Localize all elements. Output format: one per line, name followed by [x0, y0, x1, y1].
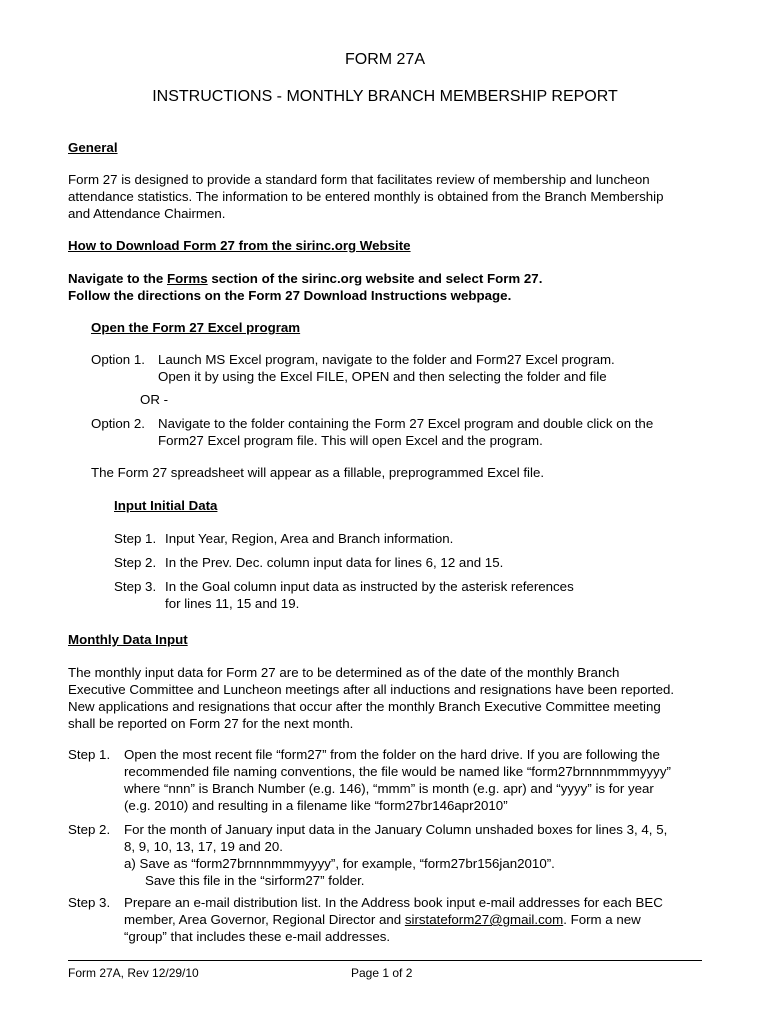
monthly-step2-line: Save this file in the “sirform27” folder.: [145, 873, 365, 888]
option1-text-line: Launch MS Excel program, navigate to the folder and Form27 Excel program.: [158, 352, 615, 367]
general-text-line: Form 27 is designed to provide a standard form that facilitates review of membership and luncheon: [68, 172, 650, 187]
footer-revision: Form 27A, Rev 12/29/10: [68, 966, 199, 980]
monthly-step2-line: 8, 9, 10, 13, 17, 19 and 20.: [124, 839, 283, 854]
initial-step2-text: In the Prev. Dec. column input data for lines 6, 12 and 15.: [165, 555, 504, 570]
monthly-step1-line: (e.g. 2010) and resulting in a filename like “form27br146apr2010”: [124, 798, 508, 813]
monthly-step3-line: Prepare an e-mail distribution list. In the Address book input e-mail addresses for each BEC: [124, 895, 663, 910]
footer-divider: [68, 960, 702, 961]
option2-label: Option 2.: [91, 416, 145, 431]
initial-step3-label: Step 3.: [114, 579, 157, 594]
monthly-step2-line: a) Save as “form27brnnnmmmyyyy”, for example, “form27br156jan2010”.: [124, 856, 555, 871]
download-instruction-line: [68, 270, 542, 287]
monthly-intro-line: Executive Committee and Luncheon meetings after all inductions and resignations have been reported.: [68, 682, 675, 697]
email-link[interactable]: sirstateform27@gmail.com: [404, 912, 564, 927]
monthly-intro-line: shall be reported on Form 27 for the next month.: [68, 716, 354, 731]
initial-step1-label: Step 1.: [114, 531, 157, 546]
initial-data-heading: Input Initial Data: [114, 498, 218, 513]
initial-step3-text-line: In the Goal column input data as instructed by the asterisk references: [165, 579, 574, 594]
option1-label: Option 1.: [91, 352, 145, 367]
monthly-intro-line: New applications and resignations that occur after the monthly Branch Executive Committee meeting: [68, 699, 661, 714]
monthly-step3-label: Step 3.: [68, 895, 111, 910]
monthly-step2-label: Step 2.: [68, 822, 111, 837]
option2-text-line: Navigate to the folder containing the Form 27 Excel program and double click on the: [158, 416, 654, 431]
monthly-step1-label: Step 1.: [68, 747, 111, 762]
monthly-heading: Monthly Data Input: [68, 632, 188, 647]
general-heading: General: [68, 140, 118, 155]
spreadsheet-note: The Form 27 spreadsheet will appear as a fillable, preprogrammed Excel file.: [91, 465, 545, 480]
form-title: FORM 27A: [344, 51, 425, 68]
instructions-title: INSTRUCTIONS - MONTHLY BRANCH MEMBERSHIP REPORT: [152, 88, 618, 105]
monthly-step3-line: [124, 911, 641, 928]
download-heading: How to Download Form 27 from the sirinc.org Website: [68, 238, 411, 253]
forms-link[interactable]: Forms: [167, 271, 208, 286]
option2-text-line: Form27 Excel program file. This will open Excel and the program.: [158, 433, 543, 448]
initial-step3-text-line: for lines 11, 15 and 19.: [165, 596, 300, 611]
step3-line2-post: . Form a new: [563, 912, 641, 927]
footer-page-number: Page 1 of 2: [351, 966, 413, 980]
download-instruction-line2: Follow the directions on the Form 27 Download Instructions webpage.: [68, 288, 512, 303]
download-line1-post: section of the sirinc.org website and select Form 27.: [207, 271, 543, 286]
monthly-intro-line: The monthly input data for Form 27 are to be determined as of the date of the monthly Branch: [68, 665, 620, 680]
general-text-line: attendance statistics. The information to be entered monthly is obtained from the Branch Membership: [68, 189, 664, 204]
step3-line2-pre: member, Area Governor, Regional Director and: [124, 912, 405, 927]
monthly-step1-line: recommended file naming conventions, the file would be named like “form27brnnnmmmyyyy”: [124, 764, 671, 779]
download-line1-pre: Navigate to the: [68, 271, 168, 286]
monthly-step3-line: “group” that includes these e-mail addresses.: [124, 929, 391, 944]
monthly-step2-line: For the month of January input data in the January Column unshaded boxes for lines 3, 4, 5,: [124, 822, 668, 837]
option1-text-line: Open it by using the Excel FILE, OPEN and then selecting the folder and file: [158, 369, 607, 384]
monthly-step1-line: Open the most recent file “form27” from the folder on the hard drive. If you are following the: [124, 747, 660, 762]
general-text-line: and Attendance Chairmen.: [68, 206, 226, 221]
or-separator: OR -: [140, 392, 169, 407]
open-heading: Open the Form 27 Excel program: [91, 320, 301, 335]
initial-step1-text: Input Year, Region, Area and Branch information.: [165, 531, 454, 546]
initial-step2-label: Step 2.: [114, 555, 157, 570]
monthly-step1-line: where “nnn” is Branch Number (e.g. 146), “mmm” is month (e.g. apr) and “yyyy” is for year: [124, 781, 654, 796]
